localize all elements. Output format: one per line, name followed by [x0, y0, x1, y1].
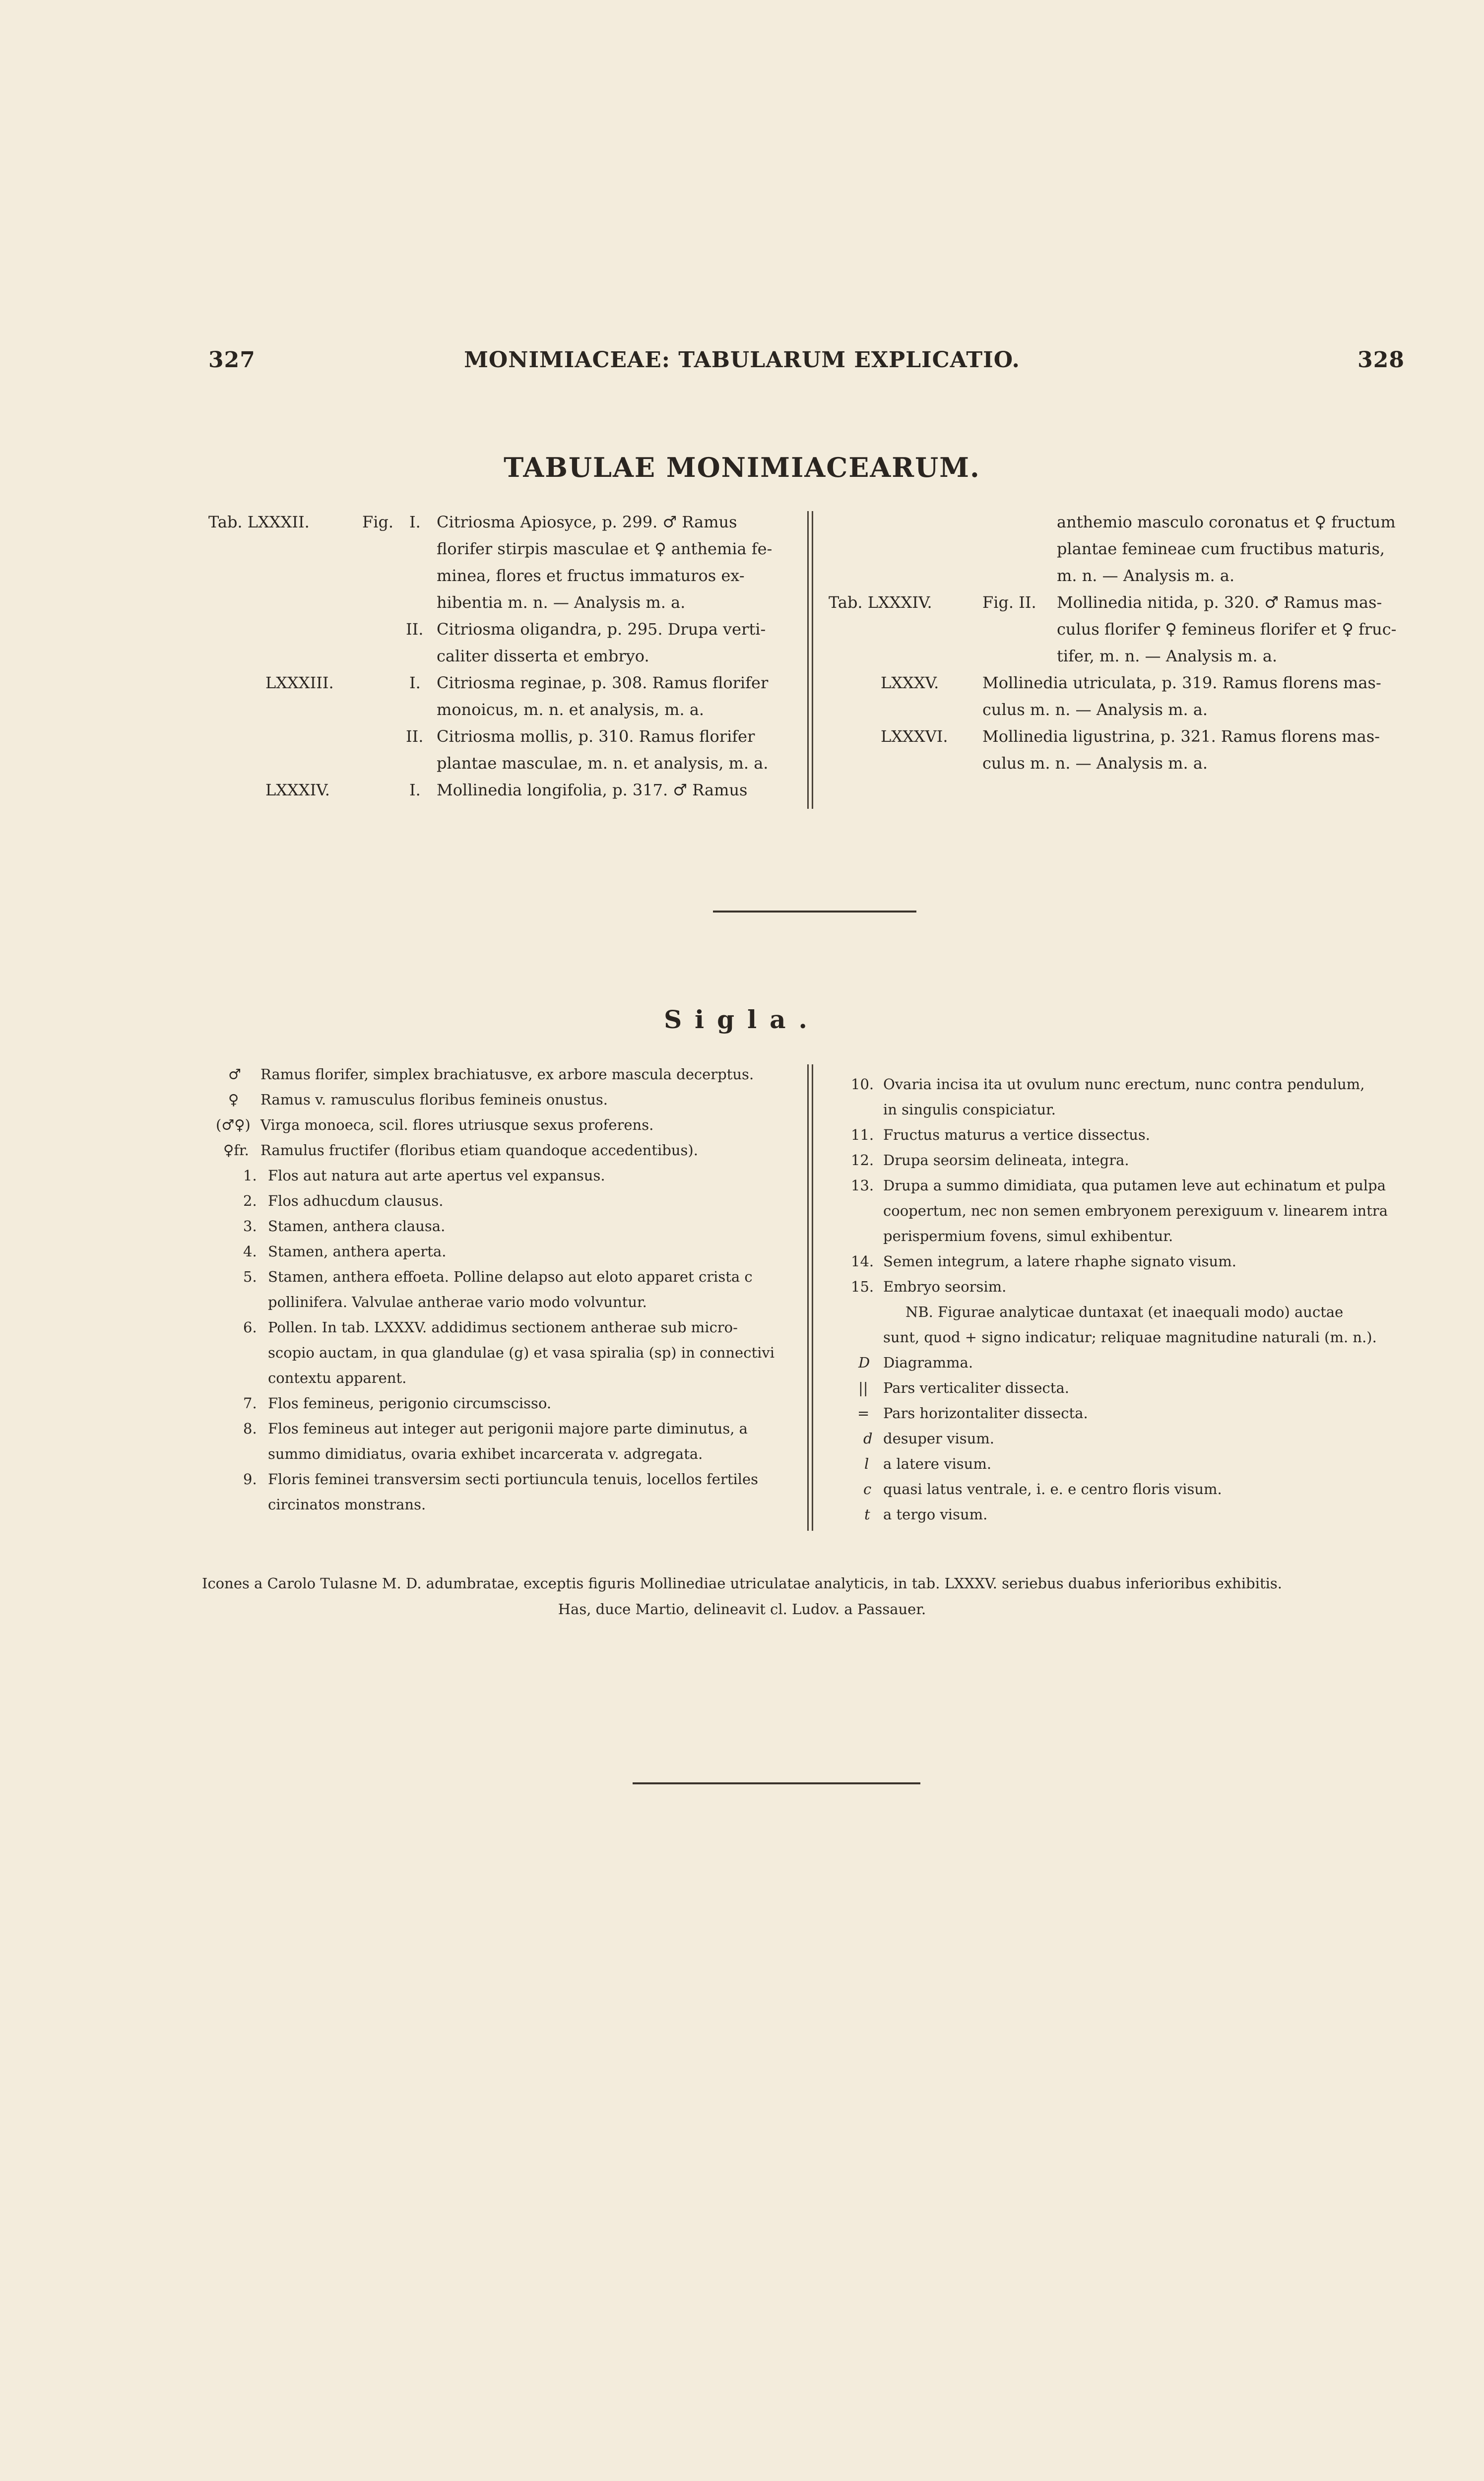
sigla-row [843, 1224, 1429, 1249]
sigla-text: NB. Figurae analyticae duntaxat (et inaequali modo) auctae [905, 1304, 1344, 1320]
column-divider [807, 511, 813, 809]
sigla-text: Stamen, anthera aperta. [268, 1243, 447, 1260]
plate-text: Mollinedia utriculata, p. 319. Ramus florens mas- [982, 673, 1381, 692]
plate-text: caliter disserta et embryo. [437, 647, 649, 665]
sigla-mark: 9. [243, 1471, 257, 1488]
sigla-mark: D [858, 1354, 870, 1371]
bottom-rule [633, 1782, 920, 1784]
plate-text: culus florifer ♀ femineus florifer et ♀ fruc- [1057, 620, 1397, 639]
fig-label: Fig. II. [982, 593, 1036, 612]
sigla-text: Ramulus fructifer (floribus etiam quandoque accedentibus). [260, 1142, 698, 1159]
sigla-text: Pollen. In tab. LXXXV. addidimus sectionem antherae sub micro- [268, 1319, 738, 1336]
sigla-text: Flos femineus aut integer aut perigonii majore parte diminutus, a [268, 1420, 748, 1437]
page-number-left: 327 [208, 347, 256, 373]
sigla-text: Fructus maturus a vertice dissectus. [883, 1126, 1151, 1143]
sigla-mark: 12. [851, 1152, 874, 1169]
sigla-text: a latere visum. [883, 1455, 992, 1472]
sigla-text: pollinifera. Valvulae antherae vario modo volvuntur. [268, 1294, 647, 1310]
sigla-text: Stamen, anthera clausa. [268, 1218, 446, 1235]
sigla-mark: 2. [243, 1192, 257, 1209]
sigla-row [218, 1239, 794, 1264]
credits-line-1: Icones a Carolo Tulasne M. D. adumbratae, exceptis figuris Mollinediae utriculatae analyticis, in tab. LXXXV. seriebus duabus inferioribus exhibitis. [201, 1575, 1282, 1592]
tab-label: Tab. LXXXIV. [829, 593, 932, 612]
sigla-mark: l [864, 1455, 869, 1472]
sigla-row [843, 1375, 1429, 1401]
plate-text: monoicus, m. n. et analysis, m. a. [437, 700, 705, 719]
plate-row [829, 669, 1424, 696]
credits-line-2: Has, duce Martio, delineavit cl. Ludov. a Passauer. [558, 1601, 926, 1618]
plate-text: plantae femineae cum fructibus maturis, [1057, 539, 1385, 558]
sigla-row [218, 1340, 794, 1366]
sigla-mark: 7. [243, 1395, 257, 1412]
plate-text: florifer stirpis masculae et ♀ anthemia fe- [437, 539, 773, 558]
sigla-row [843, 1097, 1429, 1122]
sigla-mark: ♀ [228, 1091, 239, 1108]
sigla-text: Diagramma. [883, 1354, 973, 1371]
sigla-right-column [843, 1072, 1429, 1527]
plate-row [208, 696, 799, 723]
sigla-mark: 3. [243, 1218, 257, 1235]
sigla-text: quasi latus ventrale, i. e. e centro floris visum. [883, 1481, 1222, 1498]
sigla-row [843, 1350, 1429, 1375]
sigla-mark: 1. [243, 1167, 257, 1184]
plate-text: m. n. — Analysis m. a. [1057, 566, 1235, 585]
sigla-row [843, 1300, 1429, 1325]
sigla-row [843, 1249, 1429, 1274]
plate-row [829, 589, 1424, 616]
plate-row [829, 643, 1424, 669]
plate-row [829, 723, 1424, 750]
fig-label: Fig. [362, 513, 394, 531]
sigla-mark: 11. [851, 1126, 874, 1143]
plate-row [829, 535, 1424, 562]
sigla-mark: 13. [851, 1177, 874, 1194]
sigla-text: Flos aut natura aut arte apertus vel expansus. [268, 1167, 605, 1184]
sigla-text: Stamen, anthera effoeta. Polline delapso aut eloto apparet crista c [268, 1268, 753, 1285]
sigla-row [218, 1467, 794, 1492]
tab-label: LXXXIV. [265, 781, 330, 799]
sigla-mark: ♀fr. [223, 1142, 249, 1159]
tab-label: LXXXVI. [881, 727, 948, 746]
sigla-text: Pars horizontaliter dissecta. [883, 1405, 1088, 1422]
plate-row [208, 750, 799, 777]
sigla-title: Sigla. [664, 1005, 820, 1034]
plate-text: anthemio masculo coronatus et ♀ fructum [1057, 513, 1396, 531]
plate-text: culus m. n. — Analysis m. a. [982, 700, 1208, 719]
sigla-row [843, 1426, 1429, 1451]
plate-row [829, 509, 1424, 535]
sigla-text: circinatos monstrans. [268, 1496, 426, 1513]
sigla-row [218, 1087, 794, 1112]
sigla-text: Floris feminei transversim secti portiuncula tenuis, locellos fertiles [268, 1471, 759, 1488]
sigla-mark: = [857, 1405, 870, 1422]
sigla-row [843, 1122, 1429, 1148]
sigla-mark: ♂ [228, 1066, 241, 1083]
sigla-text: in singulis conspiciatur. [883, 1101, 1056, 1118]
plate-row [208, 643, 799, 669]
sigla-text: scopio auctam, in qua glandulae (g) et vasa spiralia (sp) in connectivi [268, 1344, 775, 1361]
sigla-mark: t [864, 1506, 870, 1523]
sigla-text: Drupa seorsim delineata, integra. [883, 1152, 1129, 1169]
page-number-right: 328 [1357, 347, 1405, 373]
sigla-row [843, 1198, 1429, 1224]
sigla-mark: c [863, 1481, 872, 1498]
plate-text: minea, flores et fructus immaturos ex- [437, 566, 745, 585]
sigla-text: contextu apparent. [268, 1370, 407, 1386]
fig-number: I. [409, 513, 421, 531]
plate-row [208, 509, 799, 535]
sigla-mark: 5. [243, 1268, 257, 1285]
sigla-row [843, 1148, 1429, 1173]
sigla-row [843, 1072, 1429, 1097]
sigla-row [218, 1416, 794, 1441]
sigla-text: coopertum, nec non semen embryonem perexiguum v. linearem intra [883, 1202, 1388, 1219]
sigla-row [218, 1138, 794, 1163]
sigla-row [218, 1112, 794, 1138]
sigla-mark: || [858, 1379, 868, 1396]
sigla-mark: 6. [243, 1319, 257, 1336]
credits [0, 1570, 1484, 1622]
plate-text: Citriosma reginae, p. 308. Ramus florifer [437, 673, 769, 692]
sigla-row [218, 1492, 794, 1517]
sigla-text: Ramus florifer, simplex brachiatusve, ex arbore mascula decerptus. [260, 1066, 754, 1083]
sigla-mark: 14. [851, 1253, 874, 1270]
sigla-row [218, 1264, 794, 1290]
sigla-mark: d [863, 1430, 873, 1447]
sigla-text: Ovaria incisa ita ut ovulum nunc erectum, nunc contra pendulum, [883, 1076, 1365, 1093]
plate-row [829, 696, 1424, 723]
tab-label: LXXXV. [881, 673, 939, 692]
sigla-row [843, 1173, 1429, 1198]
sigla-text: Pars verticaliter dissecta. [883, 1379, 1069, 1396]
plate-text: Citriosma mollis, p. 310. Ramus florifer [437, 727, 755, 746]
plate-row [208, 777, 799, 803]
sigla-row [218, 1441, 794, 1467]
plate-text: plantae masculae, m. n. et analysis, m. a. [437, 754, 769, 773]
sigla-row [843, 1502, 1429, 1527]
sigla-mark: 8. [243, 1420, 257, 1437]
running-header [0, 347, 1484, 382]
plate-text: Mollinedia longifolia, p. 317. ♂ Ramus [437, 781, 748, 799]
sigla-text: Flos femineus, perigonio circumscisso. [268, 1395, 552, 1412]
sigla-row [218, 1062, 794, 1087]
tab-label: LXXXIII. [265, 673, 334, 692]
plates-left-column [208, 509, 799, 803]
section-title: TABULAE MONIMIACEARUM. [504, 452, 980, 483]
fig-number: I. [409, 673, 421, 692]
plate-row [208, 562, 799, 589]
plate-text: tifer, m. n. — Analysis m. a. [1057, 647, 1278, 665]
sigla-text: Semen integrum, a latere rhaphe signato visum. [883, 1253, 1236, 1270]
plate-row [208, 535, 799, 562]
sigla-row [218, 1163, 794, 1188]
sigla-text: Embryo seorsim. [883, 1278, 1007, 1295]
plate-row [208, 723, 799, 750]
plate-text: Mollinedia nitida, p. 320. ♂ Ramus mas- [1057, 593, 1382, 612]
sigla-mark: 10. [851, 1076, 874, 1093]
sigla-text: Ramus v. ramusculus floribus femineis onustus. [260, 1091, 608, 1108]
sigla-row [843, 1274, 1429, 1300]
plate-text: Citriosma oligandra, p. 295. Drupa verti- [437, 620, 766, 639]
sigla-text: Virga monoeca, scil. flores utriusque sexus proferens. [260, 1116, 654, 1133]
plate-text: Mollinedia ligustrina, p. 321. Ramus florens mas- [982, 727, 1380, 746]
sigla-row [218, 1315, 794, 1340]
sigla-row [843, 1451, 1429, 1477]
sigla-row [218, 1391, 794, 1416]
plate-row [208, 669, 799, 696]
sigla-text: a tergo visum. [883, 1506, 988, 1523]
sigla-row [843, 1401, 1429, 1426]
plates-right-column [829, 509, 1424, 777]
page-header-title: MONIMIACEAE: TABULARUM EXPLICATIO. [464, 347, 1020, 373]
separator-rule [713, 911, 916, 913]
sigla-text: Drupa a summo dimidiata, qua putamen leve aut echinatum et pulpa [883, 1177, 1386, 1194]
sigla-text: Flos adhucdum clausus. [268, 1192, 444, 1209]
fig-number: II. [406, 727, 424, 746]
plate-text: culus m. n. — Analysis m. a. [982, 754, 1208, 773]
sigla-row [218, 1188, 794, 1214]
sigla-text: summo dimidiatus, ovaria exhibet incarcerata v. adgregata. [268, 1445, 703, 1462]
sigla-row [218, 1366, 794, 1391]
sigla-text: sunt, quod + signo indicatur; reliquae magnitudine naturali (m. n.). [883, 1329, 1377, 1346]
fig-number: II. [406, 620, 424, 639]
sigla-row [218, 1290, 794, 1315]
sigla-mark: 4. [243, 1243, 257, 1260]
sigla-left-column [218, 1062, 794, 1517]
fig-number: I. [409, 781, 421, 799]
plate-row [208, 616, 799, 643]
sigla-mark: (♂♀) [216, 1116, 251, 1133]
sigla-mark: 15. [851, 1278, 874, 1295]
sigla-row [843, 1325, 1429, 1350]
sigla-row [218, 1214, 794, 1239]
tab-label: Tab. LXXXII. [208, 513, 310, 531]
sigla-row [843, 1477, 1429, 1502]
plate-row [829, 750, 1424, 777]
plate-text: hibentia m. n. — Analysis m. a. [437, 593, 686, 612]
plate-text: Citriosma Apiosyce, p. 299. ♂ Ramus [437, 513, 737, 531]
column-divider [807, 1064, 813, 1531]
plate-row [829, 562, 1424, 589]
plate-row [208, 589, 799, 616]
sigla-text: desuper visum. [883, 1430, 995, 1447]
plate-row [829, 616, 1424, 643]
sigla-text: perispermium fovens, simul exhibentur. [883, 1228, 1173, 1244]
